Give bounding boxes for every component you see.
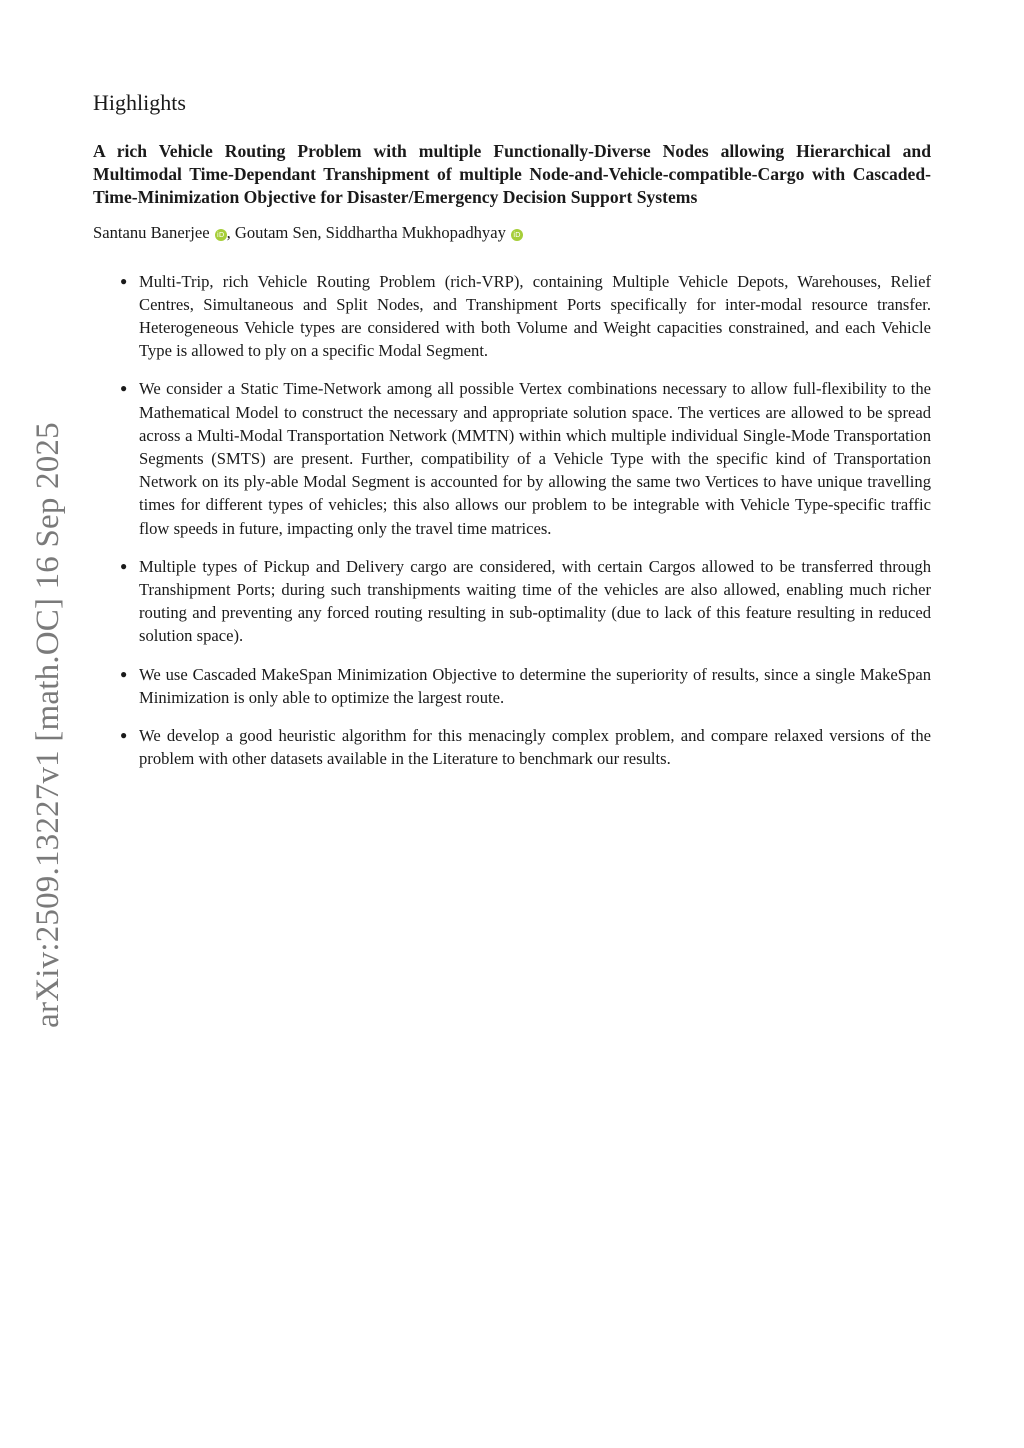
bullet-icon: ● bbox=[120, 558, 128, 573]
author-list bbox=[93, 222, 931, 244]
arxiv-identifier-text: arXiv:2509.13227v1 [math.OC] 16 Sep 2025 bbox=[30, 422, 66, 1028]
highlight-text: Multi-Trip, rich Vehicle Routing Problem (rich-VRP), containing Multiple Vehicle Depots, Warehouses, Relief Centres, Simultaneous and Split Nodes, and Transhipment Ports specifically for inter-modal resource transfer. Heterogeneous Vehicle types are considered with both Volume and Weight capacities constrained, and each Vehicle Type is allowed to ply on a specific Modal Segment. bbox=[139, 271, 931, 361]
highlights-list bbox=[93, 270, 931, 771]
highlight-item bbox=[93, 270, 931, 363]
arxiv-identifier bbox=[20, 400, 76, 1050]
highlights-page bbox=[93, 88, 931, 785]
highlights-heading: Highlights bbox=[93, 90, 186, 115]
highlight-text: We use Cascaded MakeSpan Minimization Objective to determine the superiority of results, since a single MakeSpan Minimization is only able to optimize the largest route. bbox=[139, 664, 931, 707]
bullet-icon: ● bbox=[120, 728, 128, 743]
bullet-icon: ● bbox=[120, 381, 128, 396]
highlight-text: Multiple types of Pickup and Delivery cargo are considered, with certain Cargos allowed to be transferred through Transhipment Ports; during such transhipments waiting time of the vehicles are also allowed, enabling much richer routing and preventing any forced routing resulting in sub-optimality (due to lack of this feature resulting in reduced solution space). bbox=[139, 556, 931, 646]
highlight-item bbox=[93, 724, 931, 770]
paper-title: A rich Vehicle Routing Problem with multiple Functionally-Diverse Nodes allowing Hierarchical and Multimodal Time-Dependant Transhipment of multiple Node-and-Vehicle-compatible-Cargo with Cascaded-Time-Minimization Objective for Disaster/Emergency Decision Support Systems bbox=[93, 141, 931, 208]
bullet-icon: ● bbox=[120, 273, 128, 288]
author-santanu-banerjee: Santanu Banerjee bbox=[93, 222, 210, 242]
orcid-icon[interactable]: iD bbox=[511, 229, 523, 241]
bullet-icon: ● bbox=[120, 666, 128, 681]
highlight-item bbox=[93, 663, 931, 709]
highlight-text: We consider a Static Time-Network among all possible Vertex combinations necessary to allow full-flexibility to the Mathematical Model to construct the necessary and appropriate solution space. The vertices are allowed to be spread across a Multi-Modal Transportation Network (MMTN) within which multiple individual Single-Mode Transportation Segments (SMTS) are present. Further, compatibility of a Vehicle Type with the specific kind of Transportation Network on its ply-able Modal Segment is accounted for by allowing the same two Vertices to have unique travelling times for different types of vehicles; this also allows our problem to be integrable with Vehicle Type-specific traffic flow speeds in future, impacting only the travel time matrices. bbox=[139, 379, 931, 538]
highlight-text: We develop a good heuristic algorithm for this menacingly complex problem, and compare relaxed versions of the problem with other datasets available in the Literature to benchmark our results. bbox=[139, 726, 931, 769]
author-others: , Goutam Sen, Siddhartha Mukhopadhyay bbox=[226, 222, 506, 242]
highlight-item bbox=[93, 555, 931, 648]
orcid-icon[interactable]: iD bbox=[215, 229, 227, 241]
highlight-item bbox=[93, 377, 931, 539]
